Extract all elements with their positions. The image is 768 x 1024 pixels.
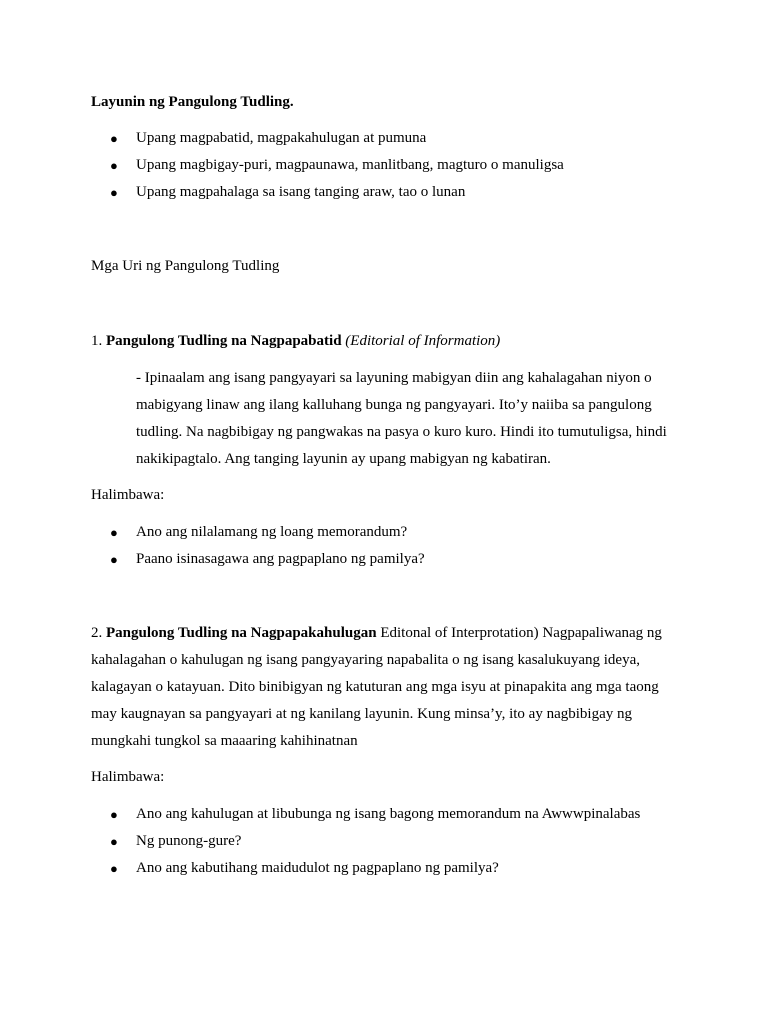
section2-description: Editonal of Interprotation) Nagpapaliwanag ng kahalagahan o kahulugan ng isang pangyayaring napabalita o ng isang kasalukuyang ideya, kalagayan o katayuan. Dito binibigyan ng katuturan ang mga isyu at pinapakita ang mga taong may kaugnayan sa pangyayari at ng kanilang layunin. Kung minsa’y, ito ay nagbibigay ng mungkahi tungkol sa maaaring kahihinatnan (91, 625, 662, 749)
bullet-icon: ● (110, 861, 118, 876)
bullet-icon: ● (110, 834, 118, 849)
uri-heading: Mga Uri ng Pangulong Tudling (91, 258, 280, 274)
section1-examples (91, 519, 691, 573)
section2-name: Pangulong Tudling na Nagpapakahulugan (106, 625, 377, 641)
list-item: ● Paano isinasagawa ang pagpaplano ng pamilya? (91, 546, 691, 573)
section1-number: 1. (91, 333, 103, 349)
list-item: ● Ng punong-gure? (91, 828, 691, 855)
section1-description: - Ipinaalam ang isang pangyayari sa layuning mabigyan diin ang kahalagahan niyon o mabigyang linaw ang ilang kalluhang bunga ng pangyayari. Ito’y naiiba sa pangulong tudling. Na nagbibigay ng pangwakas na pasya o kuro kuro. Hindi ito tumutuligsa, hindi nakikipagtalo. Ang tanging layunin ay upang mabigyan ng kabatiran. (136, 370, 667, 467)
bullet-icon: ● (110, 158, 118, 173)
bullet-icon: ● (110, 131, 118, 146)
list-item: ● Upang magpahalaga sa isang tanging araw, tao o lunan (91, 179, 691, 206)
section1-example-label: Halimbawa: (91, 487, 165, 503)
section2-examples (91, 801, 691, 882)
list-item: ● Upang magbigay-puri, magpaunawa, manlitbang, magturo o manuligsa (91, 152, 691, 179)
section2-example-label: Halimbawa: (91, 769, 165, 785)
bullet-icon: ● (110, 552, 118, 567)
list-item: ● Ano ang nilalamang ng loang memorandum? (91, 519, 691, 546)
section1-heading (91, 328, 671, 355)
page-title: Layunin ng Pangulong Tudling. (91, 94, 294, 110)
section1-name: Pangulong Tudling na Nagpapabatid (106, 333, 342, 349)
section1-english: (Editorial of Information) (345, 333, 501, 349)
layunin-list (91, 125, 691, 206)
bullet-icon: ● (110, 525, 118, 540)
list-item: ● Ano ang kahulugan at libubunga ng isang bagong memorandum na Awwwpinalabas (91, 801, 691, 828)
bullet-icon: ● (110, 807, 118, 822)
list-item: ● Upang magpabatid, magpakahulugan at pumuna (91, 125, 691, 152)
section2-number: 2. (91, 625, 103, 641)
bullet-icon: ● (110, 185, 118, 200)
section2-paragraph (91, 620, 671, 755)
list-item: ● Ano ang kabutihang maidudulot ng pagpaplano ng pamilya? (91, 855, 691, 882)
